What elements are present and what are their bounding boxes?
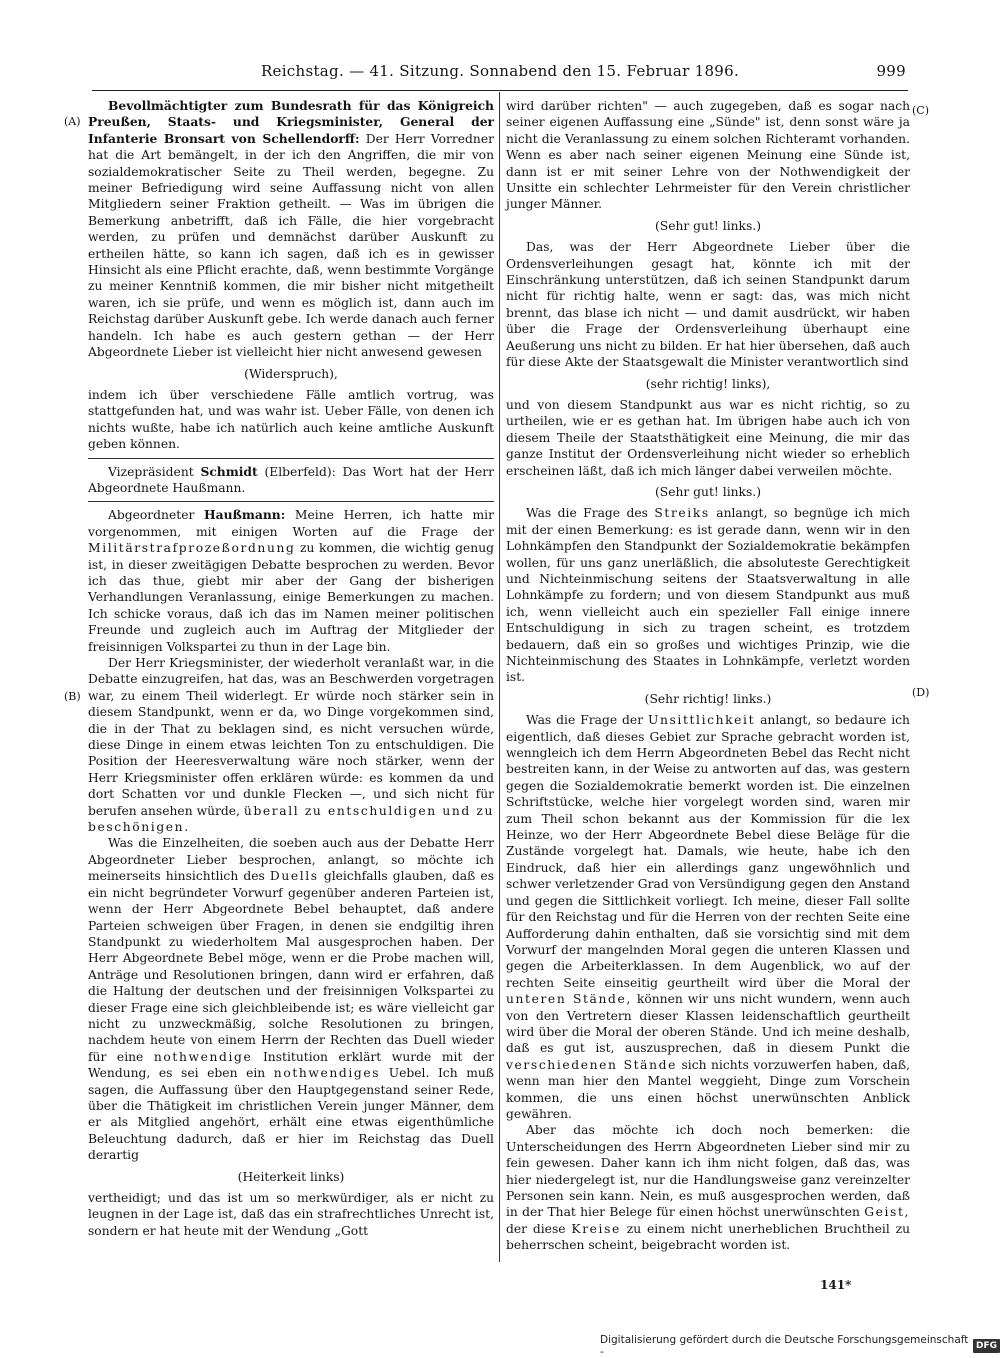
spaced-emphasis: Geist, <box>864 1205 910 1220</box>
paragraph-text: gleichfalls glauben, daß es ein nicht begründeter Vorwurf gegenüber anderen Parteien ist, wenn der Herr Abgeordnete Bebel behauptet, daß andere Parteien schweigen über Fragen, in denen sie endgiltig ihren Standpunkt zu wiederholtem Mal ausgesprochen haben. Der Herr Abgeordnete Bebel möge, wenn er die Probe machen will, Anträge und Resolutionen bringen, dann wird er erfahren, daß die Haltung der deutschen und der freisinnigen Volkspartei zu dieser Frage eine sich gleichbleibende ist; es wäre vielleicht gar nicht zu unzweckmäßig, solche Resolutionen zu bringen, nachdem heute von einem Herrn der Rechten das Duell wieder für eine <box>88 869 495 1064</box>
spaced-emphasis: unteren Stände, <box>506 992 632 1007</box>
paragraph-text: Vizepräsident <box>108 464 201 479</box>
interjection: (Widerspruch), <box>244 366 338 381</box>
paragraph <box>88 835 494 1163</box>
paragraph: wird darüber richten" — auch zugegeben, daß es sogar nach seiner eigenen Auffassung eine „Sünde" ist, denn sonst wäre ja nicht die Veranlassung zu einem solchen Richteramt vorhanden. Wenn es aber nach seiner eigenen Meinung eine Sünde ist, dann ist er mit seiner Lehre von der Nothwendigkeit der Unsitte ein schlechter Lehrmeister für den Verein christlicher junger Männer. <box>506 99 910 212</box>
spaced-emphasis: Militärstrafprozeßordnung <box>88 541 296 556</box>
margin-marker-d: (D) <box>912 686 930 699</box>
paragraph <box>88 98 494 361</box>
paragraph-text: sich nichts vorzuwerfen haben, daß, wenn man hier den Mantel weggieht, Dinge zum Vorschein kommen, die uns einen höchst unerwünschten Anblick gewähren. <box>506 1057 910 1121</box>
paragraph-text: anlangt, so bedaure ich eigentlich, daß dieses Gebiet zur Sprache gebracht worden ist, wenngleich ich dem Herrn Abgeordneten Bebel das Recht nicht bestreiten kann, in der Weise zu antworten auf das, was gestern gegen die Sozialdemokratie bemerkt worden ist. Die einzelnen Schriftstücke, welche hier vorgelegt worden sind, waren mir zum Theil schon bekannt aus der Kommission für die lex Heinze, wo der Herr Abgeordnete Bebel diese Beläge für die Zustände vorgelegt hat. Damals, wie heute, habe ich den Eindruck, daß hier ein allerdings ganz ungewöhnlich und schwer verletzender Grad von Versündigung gegen den Anstand und gegen die Sittlichkeit vorliegt. Ich meine, dieser Fall sollte für den Reichstag und für die Herren von der rechten Seite eine Aufforderung dahin enthalten, daß sie vorsichtig sind mit dem Vorwurf der mangelnden Moral gegen die unteren Klassen und gegen die Arbeiterklassen. In dem Augenblick, wo auf der rechten Seite einseitig geurtheilt wird über die Moral der <box>506 713 910 990</box>
interjection: (sehr richtig! links), <box>645 376 771 391</box>
speaker-separator <box>88 501 494 502</box>
paragraph: indem ich über verschiedene Fälle amtlich vortrug, was stattgefunden hat, und was wahr ist. Ueber Fälle, von denen ich nichts wußte, habe ich natürlich auch keine amtliche Auskunft geben können. <box>88 387 494 452</box>
paragraph-text: Abgeordneter <box>108 508 204 523</box>
left-column <box>88 98 494 1270</box>
dfg-logo-icon: DFG <box>973 1339 1000 1353</box>
paragraph <box>88 655 494 835</box>
paragraph <box>88 464 494 497</box>
speaker-name: Haußmann: <box>204 507 286 523</box>
spaced-emphasis: nothwendiges <box>273 1066 381 1081</box>
spaced-emphasis: verschiedenen Stände <box>506 1057 677 1072</box>
spaced-emphasis: Unsittlichkeit <box>648 713 756 728</box>
digitization-footer <box>600 1334 1000 1358</box>
page-number: 999 <box>876 62 906 80</box>
paragraph-text: Was die Frage des <box>526 506 655 521</box>
speaker-name: Schmidt <box>200 463 258 479</box>
spaced-emphasis: Kreise <box>571 1221 621 1236</box>
paragraph: Das, was der Herr Abgeordnete Lieber über die Ordensverleihungen gesagt hat, könnte ich mit der Einschränkung unterstützen, daß ich seinen Standpunkt darum nicht für richtig halte, wenn er sagt: das, was mich nicht brennt, das blase ich nicht — und damit ausdrückt, wir haben über die Frage der Ordensverleihung überhaupt eine Aeußerung uns nicht zu bilden. Er hat hier übersehen, daß auch für diese Akte der Staatsgewalt die Minister verantwortlich sind <box>506 240 910 370</box>
paragraph <box>506 712 910 1122</box>
signature-mark: 141* <box>820 1278 852 1292</box>
paragraph-text: können wir uns nicht wundern, wenn auch von den Vertretern dieser Klassen leidenschaftlich geurtheilt wird über die Moral der oberen Stände. Und ich meine deshalb, daß es gut ist, auszusprechen, daß in diesem Punkt die <box>506 992 910 1056</box>
interjection: (Sehr gut! links.) <box>654 484 762 499</box>
paragraph <box>88 507 494 655</box>
interjection: (Sehr richtig! links.) <box>644 691 772 706</box>
interjection: (Heiterkeit links) <box>237 1169 345 1184</box>
spaced-emphasis: nothwendige <box>153 1049 253 1064</box>
paragraph <box>506 1122 910 1253</box>
speaker-name: Bevollmächtigter zum Bundesrath für das Königreich Preußen, Staats- und Kriegsminister, General der Infanterie Bronsart von Schellendorff: <box>88 98 494 146</box>
paragraph-text: Aber das möchte ich doch noch bemerken: die Unterscheidungen des Herrn Abgeordneten Lieber sind mir zu fein gewesen. Daher kann ich ihm nicht folgen, daß das, was hier niedergelegt ist, nur die Handlungsweise ganz vereinzelter Personen sein kann. Nein, es muß ausgesprochen werden, daß in der That hier Belege für einen höchst unerwünschten <box>506 1123 910 1220</box>
paragraph-text: Der Herr Vorredner hat die Art bemängelt, in der ich den Angriffen, die mir von sozialdemokratischer Seite zu Theil werden, begegne. Zu meiner Befriedigung wird seine Auffassung nicht von allen Mitgliedern seiner Fraktion getheilt. — Was im übrigen die Bemerkung anbetrifft, daß ich Fälle, die hier vorgebracht werden, zu prüfen und demnächst darüber Auskunft zu ertheilen hätte, so kann ich sagen, daß ich es in gewisser Hinsicht als eine Pflicht erachte, daß, wenn bestimmte Vorgänge zu meiner Kenntniß kommen, die mir bisher nicht mitgetheilt waren, ich sie prüfe, und wenn es möglich ist, dann auch im Reichstag darüber Auskunft gebe. Ich werde danach auch ferner handeln. Ich habe es auch gestern gethan — der Herr Abgeordnete Lieber ist vielleicht hier nicht anwesend gewesen <box>88 131 495 360</box>
paragraph-text: Meine Herren, ich hatte mir vorgenommen, mit einigen Worten auf die Frage der <box>88 508 494 539</box>
paragraph: und von diesem Standpunkt aus war es nicht richtig, so zu urtheilen, wie er es gethan hat. Im übrigen habe auch ich von diesem Theile der Staatsthätigkeit eine Meinung, die mir das ganze Institut der Ordensverleihung nicht wieder so erheblich erscheinen läßt, daß ich mich länger dabei verweilen möchte. <box>506 397 910 478</box>
paragraph: vertheidigt; und das ist um so merkwürdiger, als er nicht zu leugnen in der Lage ist, daß das ein strafrechtliches Unrecht ist, sondern er hat heute mit der Wendung „Gott <box>88 1191 494 1238</box>
page-header <box>94 62 906 86</box>
paragraph <box>506 505 910 685</box>
margin-marker-a: (A) <box>64 115 81 128</box>
paragraph-text: anlangt, so begnüge ich mich mit der einen Bemerkung: es ist gerade dann, wenn wir in den Lohnkämpfen den Standpunkt der Sozialdemokratie bekämpfen wollen, für uns ganz unerläßlich, die absoluteste Gerechtigkeit und Nichteinmischung seitens der Staatsverwaltung in alle Lohnkämpfe zu fordern; und von diesem Standpunkt aus muß ich, wenn vielleicht auch ein spezieller Fall einige innere Entschuldigung in sich zu tragen scheint, es trotzdem bedauern, daß ein so großes und wichtiges Prinzip, wie die Nichteinmischung des Staates in Lohnkämpfe, verletzt worden ist. <box>506 506 910 685</box>
paragraph-text: zu einem nicht unerheblichen Bruchtheil zu beherrschen scheint, beigebracht worden ist. <box>506 1221 911 1253</box>
paragraph-text: (Elberfeld): Das Wort hat der Herr Abgeordnete Haußmann. <box>88 464 494 495</box>
paragraph-text: Was die Einzelheiten, die soeben auch aus der Debatte Herr Abgeordneter Lieber besprochen, anlangt, so möchte ich meinerseits hinsichtlich des <box>88 836 494 884</box>
paragraph-text: Institution erklärt wurde mit der Wendung, es sei eben ein <box>88 1049 494 1081</box>
paragraph-text: zu kommen, die wichtig genug ist, in dieser zweitägigen Debatte besprochen zu werden. Bevor ich das thue, giebt mir aber der Gang der bisherigen Verhandlungen Veranlassung, einige Bemerkungen zu machen. Ich schicke voraus, daß ich das im Namen meiner politischen Freunde und zugleich auch im Auftrag der Mitglieder der freisinnigen Volkspartei zu thun in der Lage bin. <box>88 541 494 654</box>
speaker-separator <box>88 458 494 459</box>
margin-marker-b: (B) <box>64 690 81 703</box>
column-divider <box>499 92 500 1262</box>
paragraph-text: Der Herr Kriegsminister, der wiederholt veranlaßt war, in die Debatte einzugreifen, hat das, was an Beschwerden vorgetragen war, zu einem Theil widerlegt. Er würde noch stärker sein in diesem Standpunkt, wenn er da, wo Dinge vorgekommen sind, die in der That zu beklagen sind, es nicht versuchen würde, diese Dinge in einem etwas leichten Ton zu entschuldigen. Die Position der Heeresverwaltung wäre noch stärker, wenn der Herr Kriegsminister offen erklären würde: es kommen da und dort Schatten vor und dunkle Flecken —, und sich nicht für berufen ansehen würde, <box>88 656 494 818</box>
margin-marker-c: (C) <box>912 104 929 117</box>
spaced-emphasis: Duells <box>269 869 319 884</box>
running-title: Reichstag. — 41. Sitzung. Sonnabend den 15. Februar 1896. <box>260 62 740 80</box>
paragraph-text: der diese <box>506 1221 572 1236</box>
spaced-emphasis: Streiks <box>654 506 710 521</box>
paragraph-text: Was die Frage der <box>526 713 649 728</box>
header-rule <box>92 90 908 91</box>
paragraph-text: Uebel. Ich muß sagen, die Auffassung über den Hauptgegenstand seiner Rede, über die Thätigkeit im christlichen Verein junger Männer, dem er als Mitglied angehört, erhält eine etwas eigenthümliche Beleuchtung dadurch, daß er hier im Reichstag das Duell derartig <box>88 1066 494 1163</box>
footer-text: Digitalisierung gefördert durch die Deutsche Forschungsgemeinschaft - <box>600 1334 969 1358</box>
interjection: (Sehr gut! links.) <box>654 218 762 233</box>
right-column <box>506 98 911 1253</box>
spaced-emphasis: überall zu entschuldigen und zu beschönigen. <box>88 803 494 835</box>
